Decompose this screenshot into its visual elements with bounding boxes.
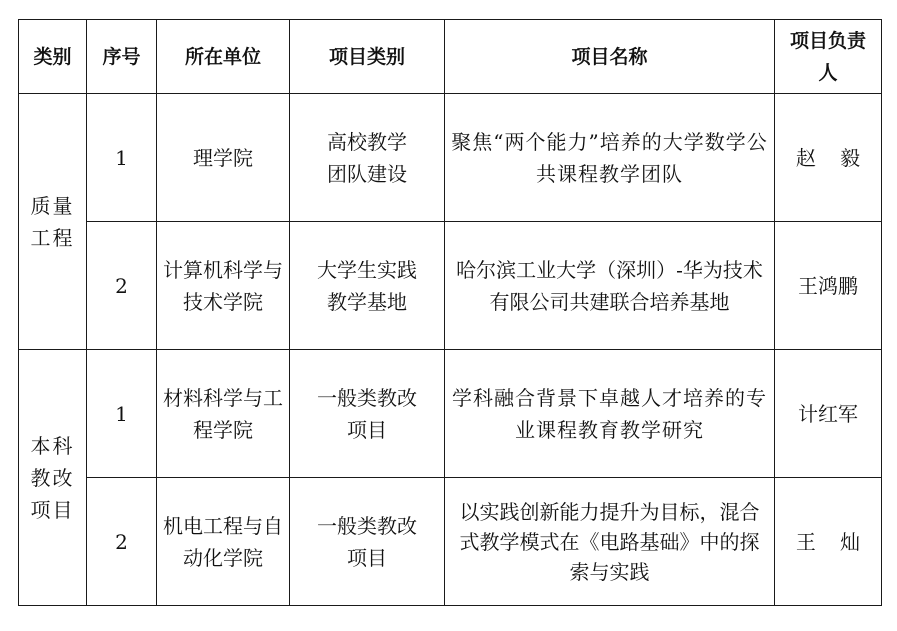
seq-cell: 1	[87, 94, 157, 222]
table-row	[19, 478, 882, 606]
header-project-type: 项目类别	[290, 20, 445, 94]
project-name-cell: 以实践创新能力提升为目标，混合式教学模式在《电路基础》中的探索与实践	[445, 478, 775, 606]
table-row	[19, 94, 882, 222]
seq-cell: 2	[87, 222, 157, 350]
header-leader: 项目负责人	[775, 20, 882, 94]
header-unit: 所在单位	[157, 20, 290, 94]
category-cell: 质量工程	[19, 94, 87, 350]
leader-cell: 王鸿鹏	[775, 222, 882, 350]
project-type-cell: 高校教学团队建设	[290, 94, 445, 222]
header-seq: 序号	[87, 20, 157, 94]
project-name-cell: 哈尔滨工业大学（深圳）-华为技术有限公司共建联合培养基地	[445, 222, 775, 350]
projects-table	[18, 19, 882, 606]
unit-cell: 计算机科学与技术学院	[157, 222, 290, 350]
seq-cell: 1	[87, 350, 157, 478]
leader-cell: 计红军	[775, 350, 882, 478]
category-cell: 本科教改项目	[19, 350, 87, 606]
unit-cell: 机电工程与自动化学院	[157, 478, 290, 606]
table-row	[19, 222, 882, 350]
project-name-cell: 学科融合背景下卓越人才培养的专业课程教育教学研究	[445, 350, 775, 478]
project-type-cell: 大学生实践教学基地	[290, 222, 445, 350]
leader-cell: 王 灿	[775, 478, 882, 606]
header-project-name: 项目名称	[445, 20, 775, 94]
project-name-cell: 聚焦“两个能力”培养的大学数学公共课程教学团队	[445, 94, 775, 222]
header-category: 类别	[19, 20, 87, 94]
unit-cell: 理学院	[157, 94, 290, 222]
seq-cell: 2	[87, 478, 157, 606]
leader-cell: 赵 毅	[775, 94, 882, 222]
header-row	[19, 20, 882, 94]
table-row	[19, 350, 882, 478]
unit-cell: 材料科学与工程学院	[157, 350, 290, 478]
project-type-cell: 一般类教改项目	[290, 478, 445, 606]
project-type-cell: 一般类教改项目	[290, 350, 445, 478]
